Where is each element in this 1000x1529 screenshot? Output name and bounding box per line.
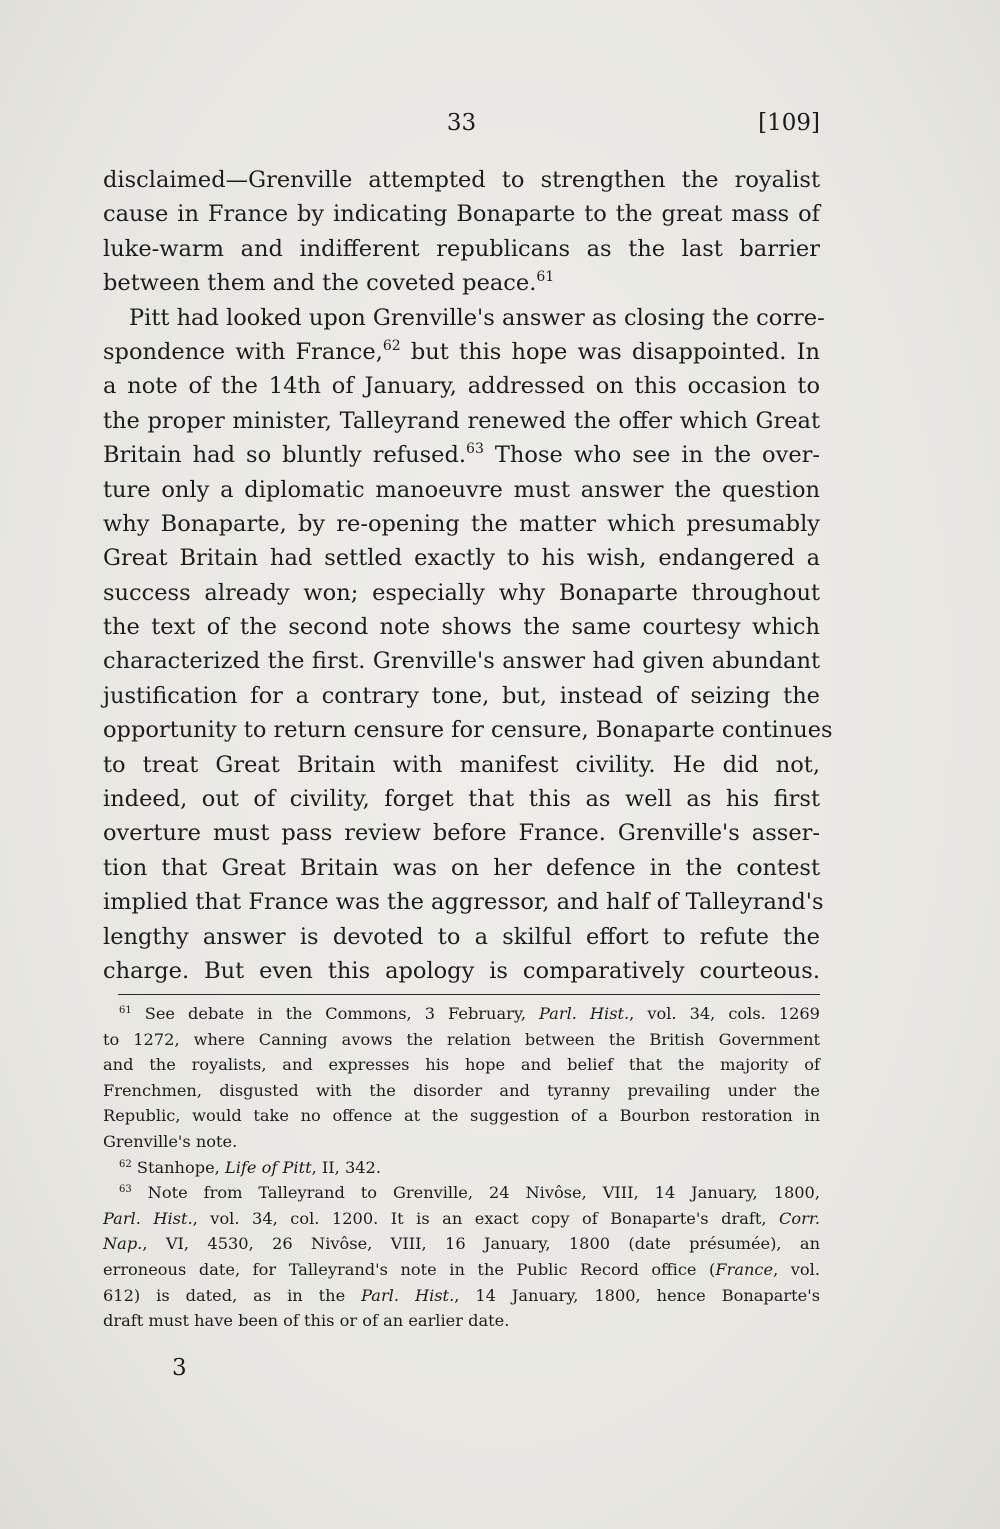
- text-line: characterized the first. Grenville's answer had given abundant: [103, 648, 820, 675]
- text-line: implied that France was the aggressor, and half of Talleyrand's: [103, 889, 824, 916]
- footnote-mark: 63: [119, 1184, 132, 1196]
- text-span: , vol. 34, col. 1200. It is an exact copy of Bonaparte's draft,: [192, 1208, 780, 1228]
- text-line: ture only a diplomatic manoeuvre must answer the question: [103, 476, 820, 503]
- text-span: Parl. Hist.: [361, 1285, 455, 1305]
- running-header: [103, 110, 820, 144]
- text-span: between them and the coveted peace.: [103, 270, 537, 297]
- footnote-ref-61[interactable]: 61: [536, 269, 555, 286]
- text-line: charge. But even this apology is comparatively courteous.: [103, 957, 820, 984]
- text-span: erroneous date, for Talleyrand's note in the Public Record office (: [103, 1259, 716, 1279]
- text-span: but this hope was disappointed. In: [400, 338, 820, 365]
- text-line: opportunity to return censure for censure, Bonaparte continues: [103, 717, 833, 744]
- original-page-number: [109]: [758, 110, 820, 136]
- text-span: , II, 342.: [311, 1157, 381, 1177]
- text-span: , VI, 4530, 26 Nivôse, VIII, 16 January, 1800 (date présumée), an: [142, 1234, 820, 1254]
- text-line: disclaimed—Grenville attempted to strengthen the royalist: [103, 167, 820, 193]
- text-span: Nap.: [103, 1234, 143, 1254]
- footnote-61: [103, 1001, 820, 1027]
- text-span: Parl. Hist.: [103, 1208, 193, 1228]
- text-line: justification for a contrary tone, but, instead of seizing the: [103, 682, 820, 709]
- text-line: the proper minister, Talleyrand renewed the offer which Great: [103, 407, 820, 434]
- text-line: a note of the 14th of January, addressed on this occasion to: [103, 373, 820, 400]
- footnote-line: and the royalists, and expresses his hope and belief that the majority of: [103, 1055, 820, 1075]
- text-span: Stanhope,: [131, 1157, 225, 1177]
- text-line: why Bonaparte, by re-opening the matter which presumably: [103, 510, 820, 537]
- footnote-mark: 62: [119, 1158, 132, 1170]
- text-line: success already won; especially why Bonaparte throughout: [103, 579, 820, 606]
- text-span: Parl. Hist.: [539, 1004, 630, 1023]
- text-span: , vol.: [773, 1259, 820, 1279]
- text-line: to treat Great Britain with manifest civility. He did not,: [103, 751, 820, 778]
- footnote-line: to 1272, where Canning avows the relation between the British Government: [103, 1029, 820, 1049]
- text-line: indeed, out of civility, forget that this as well as his first: [103, 786, 820, 813]
- text-span: 612) is dated, as in the: [103, 1285, 362, 1305]
- footnote-line: draft must have been of this or of an earlier date.: [103, 1311, 510, 1331]
- text-line: [103, 266, 820, 300]
- footnote-line: Grenville's note.: [103, 1131, 238, 1151]
- text-span: Britain had so bluntly refused.: [103, 442, 467, 469]
- footnote-divider: [118, 994, 820, 995]
- text-span: spondence with France,: [103, 338, 383, 365]
- text-line: [103, 335, 820, 369]
- text-span: France: [715, 1259, 774, 1279]
- text-line: Great Britain had settled exactly to his wish, endangered a: [103, 545, 820, 572]
- footnote-line: [103, 1206, 820, 1232]
- text-line: [103, 438, 820, 472]
- text-line: cause in France by indicating Bonaparte to the great mass of: [103, 201, 820, 228]
- body-text: [103, 163, 833, 988]
- text-span: Life of Pitt: [224, 1157, 312, 1177]
- text-span: Those who see in the over-: [483, 442, 820, 469]
- text-line: Pitt had looked upon Grenville's answer as closing the corre-: [129, 304, 825, 331]
- text-span: Corr.: [779, 1208, 820, 1228]
- footnote-ref-62[interactable]: 62: [382, 337, 401, 354]
- footnote-63: [103, 1180, 820, 1206]
- text-line: luke-warm and indifferent republicans as the last barrier: [103, 235, 820, 262]
- text-line: lengthy answer is devoted to a skilful effort to refute the: [103, 923, 820, 950]
- text-span: See debate in the Commons, 3 February,: [131, 1004, 540, 1023]
- page-number: 33: [446, 110, 477, 136]
- text-span: , 14 January, 1800, hence Bonaparte's: [454, 1285, 820, 1305]
- text-line: overture must pass review before France. Grenville's asser-: [103, 820, 820, 847]
- text-line: the text of the second note shows the same courtesy which: [103, 614, 820, 641]
- footnotes: [103, 1001, 820, 1334]
- footnote-ref-63[interactable]: 63: [466, 441, 484, 458]
- footnote-line: Republic, would take no offence at the suggestion of a Bourbon restoration in: [103, 1106, 820, 1126]
- footnote-line: [103, 1283, 820, 1309]
- signature-mark: 3: [172, 1355, 187, 1381]
- footnote-line: [103, 1231, 820, 1257]
- footnote-line: Frenchmen, disgusted with the disorder and tyranny prevailing under the: [103, 1080, 820, 1100]
- text-span: , vol. 34, cols. 1269: [629, 1004, 820, 1023]
- footnote-62: [103, 1155, 820, 1181]
- footnote-line: [103, 1257, 820, 1283]
- footnote-mark: 61: [119, 1005, 132, 1016]
- text-line: tion that Great Britain was on her defence in the contest: [103, 854, 820, 881]
- text-span: Note from Talleyrand to Grenville, 24 Nivôse, VIII, 14 January, 1800,: [131, 1183, 820, 1203]
